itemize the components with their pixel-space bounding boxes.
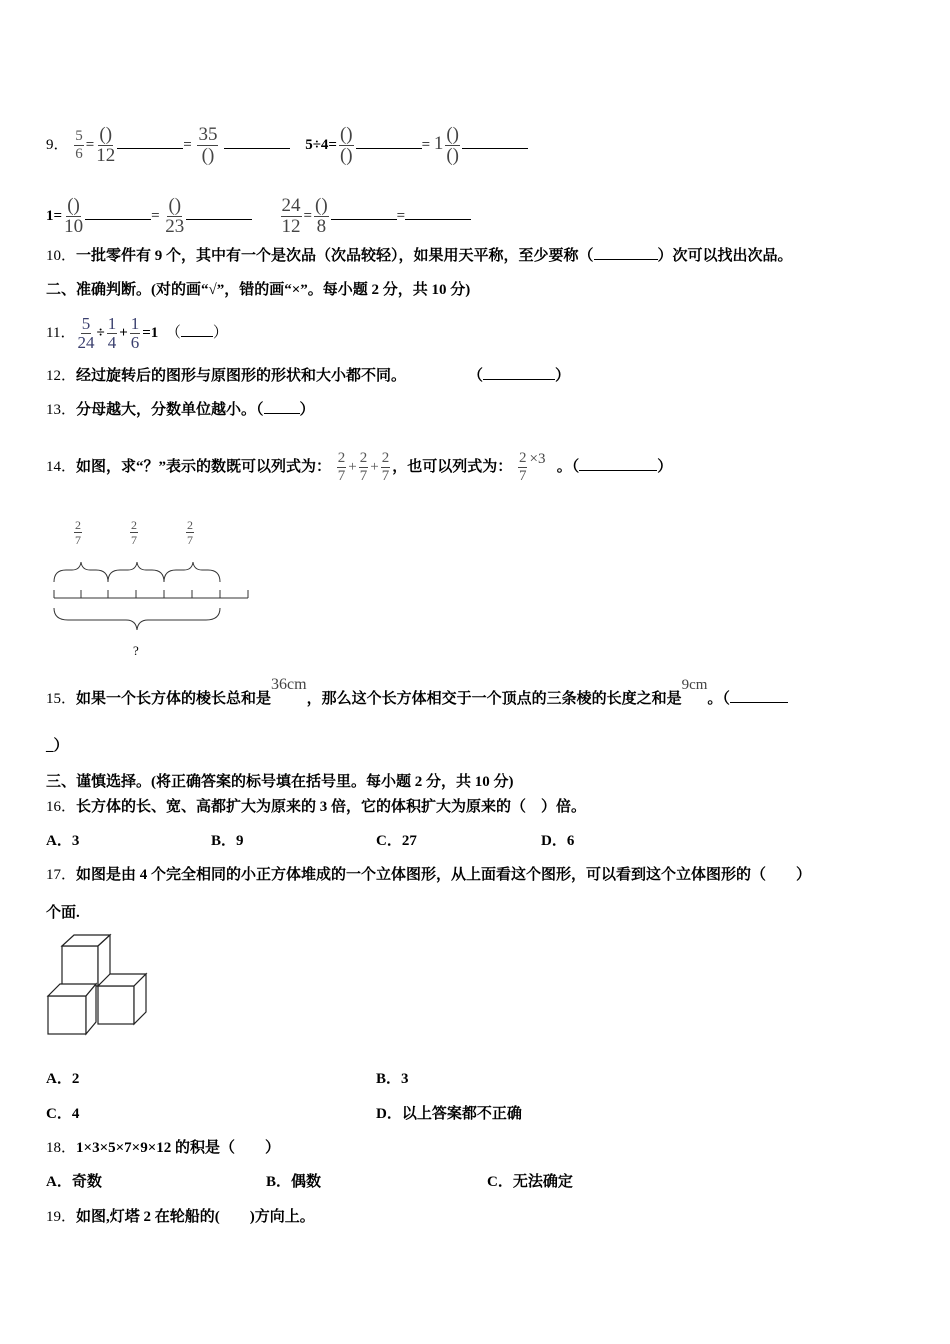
question-number: 11． (46, 324, 76, 341)
equals: = (183, 136, 192, 153)
q15 (46, 676, 788, 709)
question-text: 一批零件有 9 个，其中有一个是次品（次品较轻），如果用天平称，至少要称（ (76, 248, 594, 264)
operator: + (119, 324, 128, 341)
paren: （ (165, 324, 181, 341)
q17-continuation: 个面. (46, 905, 80, 921)
fraction: $\frac{2}{7}$ (518, 450, 527, 485)
question-text: 如图是由 4 个完全相同的小正方体堆成的一个立体图形，从上面看这个图形，可以看到这个立体图形的（ ） (76, 867, 812, 883)
paren: ） (212, 324, 228, 341)
question-text: 如果一个长方体的棱长总和是 (76, 691, 272, 707)
fraction: $\frac{5}{24}$ (77, 314, 95, 352)
q16-option-d[interactable]: D．6 (541, 833, 575, 849)
q18-option-b[interactable]: B．偶数 (266, 1174, 322, 1190)
q12 (46, 365, 570, 386)
diagram-label-3: $\frac{2}{7}$ (187, 518, 193, 547)
expression: 1= (46, 207, 63, 224)
question-number: 10． (46, 248, 77, 264)
equals: = (421, 136, 431, 153)
fraction: $\frac{()}{12}$ (96, 124, 116, 166)
operator: ×3 (529, 451, 546, 467)
question-text: 如图,灯塔 2 在轮船的( )方向上。 (76, 1209, 315, 1225)
fraction: $\frac{2}{7}$ (381, 450, 390, 485)
q17-option-d[interactable]: D．以上答案都不正确 (376, 1106, 522, 1122)
question-text: ，也可以列式为： (392, 459, 513, 475)
equals: = (396, 207, 406, 224)
q19 (46, 1207, 315, 1227)
answer-blank[interactable] (181, 322, 213, 337)
question-text: 1×3×5×7×9×12 的积是（ ） (76, 1140, 281, 1156)
fraction: $\frac{()}{8}$ (315, 195, 328, 237)
question-mark-label: ? (133, 643, 139, 658)
q14 (46, 445, 672, 489)
fraction: $\frac{()}{10}$ (64, 195, 84, 237)
fraction: $\frac{()}{()}$ (339, 124, 353, 166)
fraction: $\frac{1}{6}$ (130, 314, 140, 352)
answer-blank[interactable] (331, 205, 397, 220)
brace-top-1 (54, 562, 108, 582)
q16-option-b[interactable]: B．9 (211, 833, 244, 849)
paren: （ (468, 368, 484, 384)
whole-number: 1 (433, 132, 444, 154)
q11 (46, 315, 228, 352)
answer-blank[interactable] (483, 365, 555, 380)
brace-top-3 (164, 562, 220, 582)
question-number: 18． (46, 1140, 77, 1156)
answer-blank[interactable] (85, 205, 151, 220)
answer-blank[interactable] (224, 134, 290, 149)
answer-blank[interactable] (186, 205, 252, 220)
number-line-diagram (50, 560, 260, 640)
fraction: $\frac{35}{()}$ (198, 124, 218, 166)
question-number: 16． (46, 799, 77, 815)
brace-bottom (54, 608, 220, 630)
question-text: 如图，求“？”表示的数既可以列式为： (76, 459, 332, 475)
q9-line2 (46, 196, 471, 237)
question-text: 。（ (707, 691, 730, 707)
fraction: $\frac{1}{4}$ (107, 314, 117, 352)
question-number: 15． (46, 691, 77, 707)
equals: = (303, 207, 312, 224)
question-number: 19． (46, 1209, 77, 1225)
question-text: 分母越大，分数单位越小。（ (76, 402, 264, 418)
cube-left (48, 984, 96, 1034)
answer-blank[interactable] (579, 456, 657, 471)
q16-option-a[interactable]: A．3 (46, 833, 80, 849)
q18-option-a[interactable]: A．奇数 (46, 1174, 102, 1190)
answer-blank[interactable] (117, 134, 183, 149)
diagram-label-2: $\frac{2}{7}$ (131, 518, 137, 547)
answer-blank[interactable] (730, 688, 788, 703)
ticks (54, 590, 248, 598)
q17-option-b[interactable]: B．3 (376, 1071, 409, 1087)
paren: ） (299, 402, 315, 418)
cube-top (62, 935, 110, 986)
fraction: $\frac{()}{23}$ (165, 195, 185, 237)
question-number: 12． (46, 368, 77, 384)
equals: = (85, 136, 95, 153)
cubes-figure (44, 932, 154, 1037)
fraction: $\frac{()}{()}$ (446, 124, 460, 166)
question-number: 13． (46, 402, 77, 418)
cube-right (98, 974, 146, 1024)
value: 36cm (271, 676, 307, 693)
q17-option-a[interactable]: A．2 (46, 1071, 80, 1087)
expression: =1 (142, 324, 159, 341)
fraction: $\frac{24}{12}$ (281, 195, 301, 237)
answer-blank[interactable] (264, 399, 300, 414)
fraction: $\frac{2}{7}$ (337, 450, 346, 485)
q15-continuation: _） (46, 738, 69, 754)
value: 9cm (681, 677, 708, 693)
fraction: $\frac{2}{7}$ (359, 450, 368, 485)
operator: + (370, 459, 379, 475)
q9-line1 (46, 125, 528, 166)
fraction: $\frac{5}{6}$ (75, 128, 83, 162)
paren: ） (555, 368, 571, 384)
diagram-label-1: $\frac{2}{7}$ (75, 518, 81, 547)
q17-option-c[interactable]: C．4 (46, 1106, 80, 1122)
operator: ÷ (96, 324, 105, 341)
question-text: 长方体的长、宽、高都扩大为原来的 3 倍，它的体积扩大为原来的（ ）倍。 (76, 799, 587, 815)
equals: = (151, 207, 160, 224)
q18-option-c[interactable]: C．无法确定 (487, 1174, 573, 1190)
expression: 5÷4= (305, 136, 337, 153)
question-text: ，那么这个长方体相交于一个顶点的三条棱的长度之和是 (306, 691, 682, 707)
answer-blank[interactable] (594, 245, 658, 260)
q10 (46, 245, 793, 266)
answer-blank[interactable] (356, 134, 422, 149)
q17 (46, 865, 811, 885)
q16 (46, 797, 586, 817)
brace-top-2 (108, 562, 164, 582)
operator: + (348, 459, 357, 475)
answer-blank[interactable] (462, 134, 528, 149)
paren: ） (657, 459, 673, 475)
section-2-heading: 二、准确判断。(对的画“√”，错的画“×”。每小题 2 分，共 10 分) (46, 282, 471, 298)
question-number: 14． (46, 459, 77, 475)
section-3-heading: 三、谨慎选择。(将正确答案的标号填在括号里。每小题 2 分，共 10 分) (46, 774, 514, 790)
q18 (46, 1138, 280, 1158)
question-text: 经过旋转后的图形与原图形的形状和大小都不同。 (76, 368, 407, 384)
q16-option-c[interactable]: C．27 (376, 833, 417, 849)
answer-blank[interactable] (405, 205, 471, 220)
question-text: 。（ (556, 459, 580, 475)
question-number: 9． (46, 136, 69, 153)
question-text: ）次可以找出次品。 (657, 248, 793, 264)
q13 (46, 399, 315, 420)
question-number: 17． (46, 867, 77, 883)
